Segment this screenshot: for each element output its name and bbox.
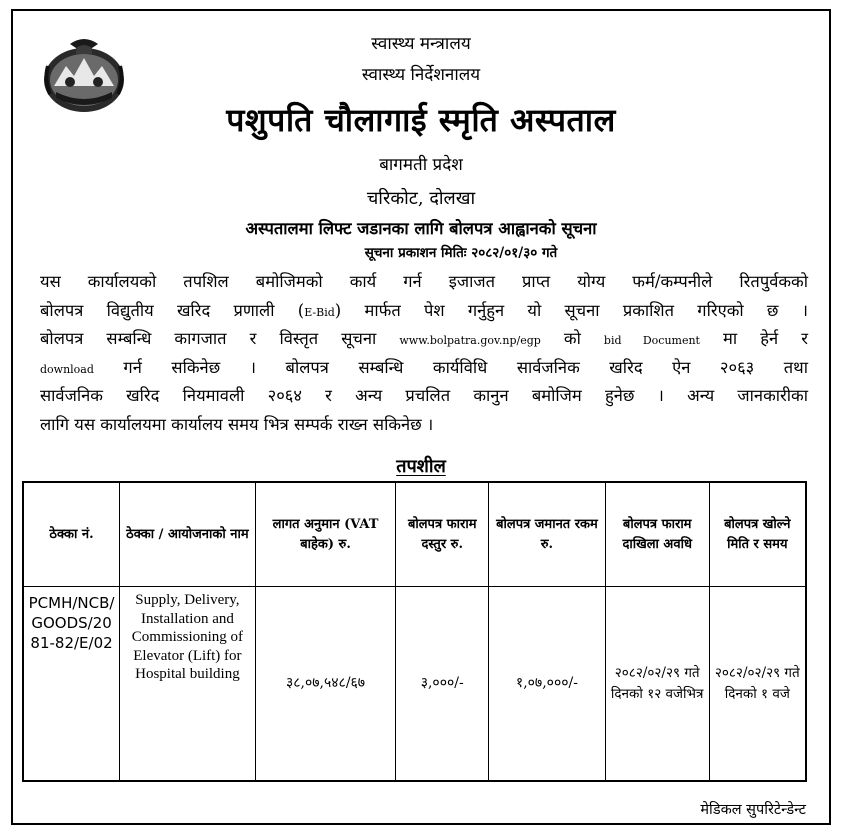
header-submission-period: बोलपत्र फाराम दाखिला अवधि bbox=[605, 482, 709, 587]
cell-project-name: Supply, Delivery, Installation and Commissioning of Elevator (Lift) for Hospital building bbox=[120, 587, 256, 782]
cell-submission-period: २०८२/०२/२९ गते दिनको १२ वजेभित्र bbox=[605, 587, 709, 782]
notice-title: अस्पतालमा लिफ्ट जडानका लागि बोलपत्र आह्वानको सूचना bbox=[245, 219, 597, 238]
notice-paragraph bbox=[40, 268, 808, 440]
directorate-name: स्वास्थ्य निर्देशनालय bbox=[361, 65, 481, 85]
table-header-row bbox=[23, 482, 806, 587]
place-name: चरिकोट, दोलखा bbox=[366, 188, 476, 209]
signature-title: मेडिकल सुपरिटेन्डेन्ट bbox=[700, 802, 806, 818]
cell-contract-no: PCMH/NCB/GOODS/2081-82/E/02 bbox=[23, 587, 120, 782]
cell-cost-estimate: ३८,०७,५४८/६७ bbox=[255, 587, 396, 782]
cell-form-fee: ३,०००/- bbox=[396, 587, 489, 782]
cell-bid-security: १,०७,०००/- bbox=[489, 587, 606, 782]
tender-table bbox=[22, 481, 807, 782]
paragraph-line: यस कार्यालयको तपशिल बमोजिमको कार्य गर्न इजाजत प्राप्त योग्य फर्म/कम्पनीले रितपुर्वकको bbox=[40, 272, 808, 291]
header-contract-no: ठेक्का नं. bbox=[23, 482, 120, 587]
paragraph-line: सार्वजनिक खरिद नियमावली २०६४ र अन्य प्रचलित कानुन बमोजिम हुनेछ । अन्य जानकारीका bbox=[40, 386, 808, 406]
table-row bbox=[23, 587, 806, 782]
ministry-name: स्वास्थ्य मन्त्रालय bbox=[371, 34, 471, 54]
paragraph-line: बोलपत्र विद्युतीय खरिद प्रणाली (E-Bid) मार्फत पेश गर्नुहुन यो सूचना प्रकाशित गरिएको छ । bbox=[40, 300, 808, 320]
header-form-fee: बोलपत्र फाराम दस्तुर रु. bbox=[396, 482, 489, 587]
paragraph-line: बोलपत्र सम्बन्धि कागजात र विस्तृत सूचना www.bolpatra.gov.np/egp को bid Document मा हेर्न र bbox=[40, 329, 809, 349]
tapsil-heading: तपशील bbox=[396, 456, 446, 477]
header-cost-estimate: लागत अनुमान (VAT बाहेक) रु. bbox=[255, 482, 396, 587]
header-project-name: ठेक्का / आयोजनाको नाम bbox=[120, 482, 256, 587]
paragraph-line: लागि यस कार्यालयमा कार्यालय समय भित्र सम्पर्क राख्न सकिनेछ । bbox=[40, 414, 434, 434]
publication-date: सूचना प्रकाशन मितिः २०८२/०१/३० गते bbox=[364, 245, 558, 261]
paragraph-line: download गर्न सकिनेछ । बोलपत्र सम्बन्धि कार्यविधि सार्वजनिक खरिद ऐन २०६३ तथा bbox=[40, 357, 808, 377]
province-name: बागमती प्रदेश bbox=[379, 155, 463, 175]
header-bid-security: बोलपत्र जमानत रकम रु. bbox=[489, 482, 606, 587]
hospital-name: पशुपति चौलागाई स्मृति अस्पताल bbox=[226, 101, 616, 139]
cell-opening-date: २०८२/०२/२९ गते दिनको १ वजे bbox=[709, 587, 806, 782]
header-opening-date: बोलपत्र खोल्ने मिति र समय bbox=[709, 482, 806, 587]
website-link: www.bolpatra.gov.np/egp bbox=[399, 334, 541, 348]
